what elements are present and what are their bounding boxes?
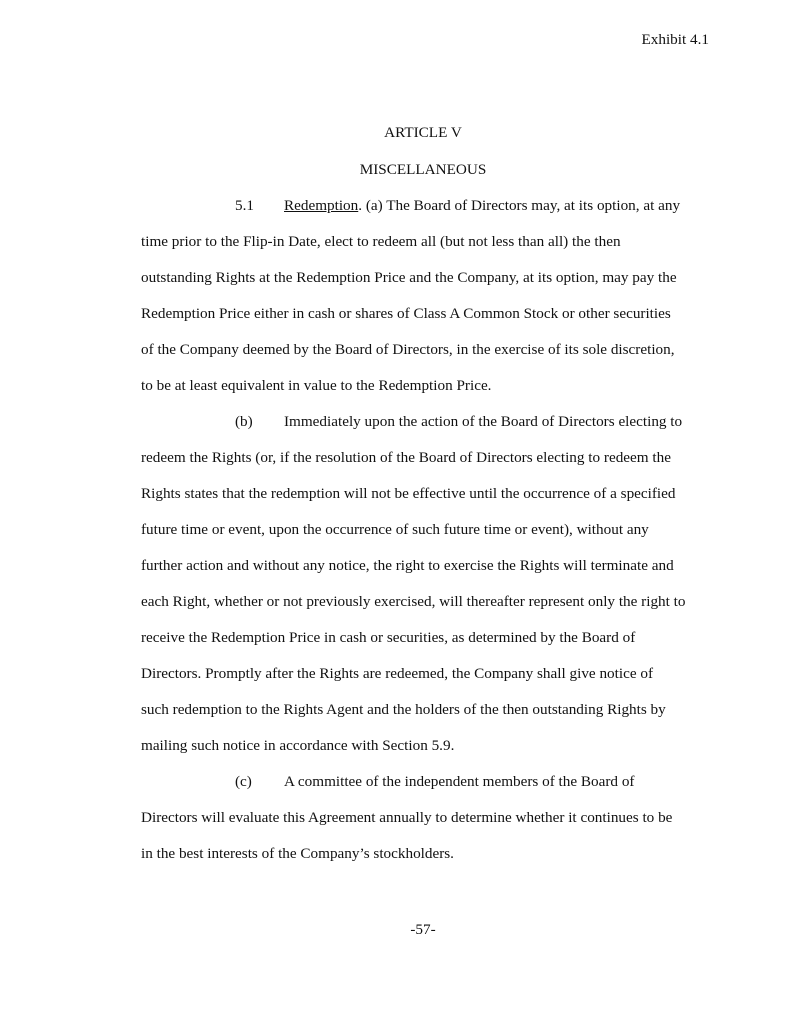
section-number: 5.1 <box>235 197 254 214</box>
article-title: ARTICLE V <box>384 124 462 141</box>
exhibit-label: Exhibit 4.1 <box>641 31 709 48</box>
paragraph-first-line: Immediately upon the action of the Board of Directors electing to <box>284 413 683 430</box>
paragraph-line: to be at least equivalent in value to the Redemption Price. <box>141 377 492 394</box>
paragraph-line: in the best interests of the Company’s stockholders. <box>141 845 454 862</box>
paragraph-line: of the Company deemed by the Board of Directors, in the exercise of its sole discretion, <box>141 341 675 358</box>
paragraph-line: Rights states that the redemption will not be effective until the occurrence of a specified <box>141 485 676 502</box>
paragraph-line: outstanding Rights at the Redemption Price and the Company, at its option, may pay the <box>141 269 677 286</box>
section-heading: Redemption <box>284 197 359 214</box>
paragraph-line: Redemption Price either in cash or shares of Class A Common Stock or other securities <box>141 305 671 322</box>
paragraph-line: future time or event, upon the occurrence of such future time or event), without any <box>141 521 649 538</box>
paragraph-label: (b) <box>235 413 253 430</box>
paragraph-line: each Right, whether or not previously exercised, will thereafter represent only the right to <box>141 593 686 610</box>
paragraph-line: mailing such notice in accordance with Section 5.9. <box>141 737 455 754</box>
paragraph-line: Directors. Promptly after the Rights are redeemed, the Company shall give notice of <box>141 665 654 682</box>
paragraph-first-line: A committee of the independent members of the Board of <box>284 773 635 790</box>
paragraph-line: Directors will evaluate this Agreement annually to determine whether it continues to be <box>141 809 673 826</box>
article-subtitle: MISCELLANEOUS <box>359 161 487 178</box>
section-5-1-first-line <box>284 197 680 215</box>
page-number: -57- <box>410 921 436 938</box>
paragraph-line: further action and without any notice, the right to exercise the Rights will terminate and <box>141 557 674 574</box>
paragraph-line: receive the Redemption Price in cash or securities, as determined by the Board of <box>141 629 636 646</box>
paragraph-label: (c) <box>235 773 252 790</box>
paragraph-line: time prior to the Flip-in Date, elect to redeem all (but not less than all) the then <box>141 233 621 250</box>
paragraph-line: redeem the Rights (or, if the resolution of the Board of Directors electing to redeem the <box>141 449 671 466</box>
section-first-line-text: . (a) The Board of Directors may, at its option, at any <box>358 197 681 214</box>
paragraph-line: such redemption to the Rights Agent and the holders of the then outstanding Rights by <box>141 701 666 718</box>
